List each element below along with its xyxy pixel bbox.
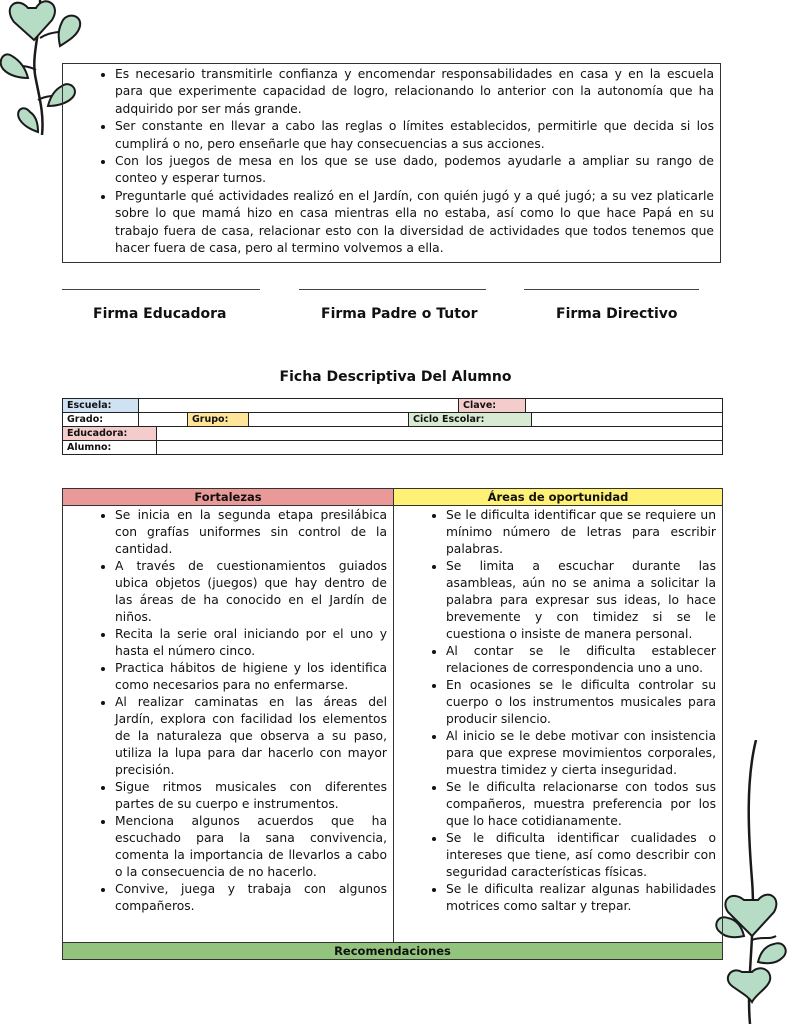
recommendation-item: • Ser constante en llevar a cabo las reglas o límites establecidos, permitirle que decida si los cumplirá o no, pero enseñarle que hay consecuencias a sus acciones. xyxy=(115,118,714,153)
recommendation-item: • Es necesario transmitirle confianza y encomendar responsabilidades en casa y en la escuela para que experimente capacidad de logro, relacionando lo anterior con la autonomía que ha adquirido por ser más grande. xyxy=(115,66,714,118)
fortalezas-column xyxy=(63,506,394,943)
fortaleza-item: • A través de cuestionamientos guiados ubica objetos (juegos) que hay dentro de las áreas de ha conocido en el Jardín de niños. xyxy=(115,558,387,626)
signature-label-directivo: Firma Directivo xyxy=(556,306,678,322)
clave-field[interactable] xyxy=(526,399,723,413)
fortaleza-item: • Convive, juega y trabaja con algunos compañeros. xyxy=(115,881,387,915)
ciclo-label: Ciclo Escolar: xyxy=(409,413,532,427)
oportunidad-item: • Se limita a escuchar durante las asambleas, aún no se anima a solicitar la palabra para expresar sus ideas, lo hace brevemente y con timidez si se le cuestiona o insiste de manera personal. xyxy=(446,558,716,643)
clave-label: Clave: xyxy=(459,399,526,413)
oportunidad-column xyxy=(394,506,723,943)
recommendation-item: • Con los juegos de mesa en los que se use dado, podemos ayudarle a ampliar su rango de conteo y esperar turnos. xyxy=(115,153,714,188)
oportunidad-header: Áreas de oportunidad xyxy=(394,489,723,506)
grupo-field[interactable] xyxy=(249,413,409,427)
vine-bottom-right-icon xyxy=(712,740,791,1024)
student-info-table xyxy=(62,398,723,455)
recommendations-box xyxy=(62,63,721,263)
fortaleza-item: • Al realizar caminatas en las áreas del Jardín, explora con facilidad los elementos de la naturaleza que observa a su paso, utiliza la lupa para dar hacerlo con mayor precisión. xyxy=(115,694,387,779)
escuela-label: Escuela: xyxy=(63,399,139,413)
signature-label-educadora: Firma Educadora xyxy=(93,306,227,322)
recomendaciones-header: Recomendaciones xyxy=(63,943,723,960)
signature-label-padre: Firma Padre o Tutor xyxy=(321,306,478,322)
ciclo-field[interactable] xyxy=(532,413,723,427)
grado-label: Grado: xyxy=(63,413,139,427)
oportunidad-item: • Al contar se le dificulta establecer relaciones de correspondencia uno a uno. xyxy=(446,643,716,677)
ficha-title: Ficha Descriptiva Del Alumno xyxy=(279,369,512,385)
fortaleza-item: • Menciona algunos acuerdos que ha escuchado para la sana convivencia, comenta la importancia de llevarlos a cabo o la consecuencia de no hacerlo. xyxy=(115,813,387,881)
grado-field[interactable] xyxy=(139,413,188,427)
escuela-field[interactable] xyxy=(139,399,459,413)
fortaleza-item: • Recita la serie oral iniciando por el uno y hasta el número cinco. xyxy=(115,626,387,660)
oportunidad-list xyxy=(394,506,722,915)
recommendations-list xyxy=(63,64,720,257)
educadora-label: Educadora: xyxy=(63,427,157,441)
signature-line-padre xyxy=(299,289,486,290)
oportunidad-item: • Se le dificulta identificar que se requiere un mínimo número de letras para escribir palabras. xyxy=(446,507,716,558)
fortaleza-item: • Sigue ritmos musicales con diferentes partes de su cuerpo e instrumentos. xyxy=(115,779,387,813)
fortaleza-item: • Se inicia en la segunda etapa presilábica con grafías uniformes sin control de la cantidad. xyxy=(115,507,387,558)
fortalezas-list xyxy=(63,506,393,915)
signature-line-directivo xyxy=(524,289,699,290)
oportunidad-item: • Se le dificulta relacionarse con todos sus compañeros, muestra preferencia por los que lo hace cotidianamente. xyxy=(446,779,716,830)
alumno-label: Alumno: xyxy=(63,441,157,455)
recommendation-item: • Preguntarle qué actividades realizó en el Jardín, con quién jugó y a qué jugó; a su vez platicarle sobre lo que mamá hizo en casa mientras ella no estaba, así como lo que hace Papá en su trabajo fuera de casa, relacionar esto con la diversidad de actividades que todos tenemos que hacer fuera de casa, pero al termino volvemos a ella. xyxy=(115,188,714,258)
oportunidad-item: • Se le dificulta identificar cualidades o intereses que tiene, así como describir con seguridad características físicas. xyxy=(446,830,716,881)
educadora-field[interactable] xyxy=(157,427,723,441)
grupo-label: Grupo: xyxy=(188,413,249,427)
oportunidad-item: • Al inicio se le debe motivar con insistencia para que exprese movimientos corporales, muestra timidez y cierta inseguridad. xyxy=(446,728,716,779)
signature-line-educadora xyxy=(62,289,260,290)
fortaleza-item: • Practica hábitos de higiene y los identifica como necesarios para no enfermarse. xyxy=(115,660,387,694)
oportunidad-item: • Se le dificulta realizar algunas habilidades motrices como saltar y trepar. xyxy=(446,881,716,915)
fortalezas-header: Fortalezas xyxy=(63,489,394,506)
oportunidad-item: • En ocasiones se le dificulta controlar su cuerpo o los instrumentos musicales para producir silencio. xyxy=(446,677,716,728)
strengths-opportunities-table xyxy=(62,488,723,960)
alumno-field[interactable] xyxy=(157,441,723,455)
